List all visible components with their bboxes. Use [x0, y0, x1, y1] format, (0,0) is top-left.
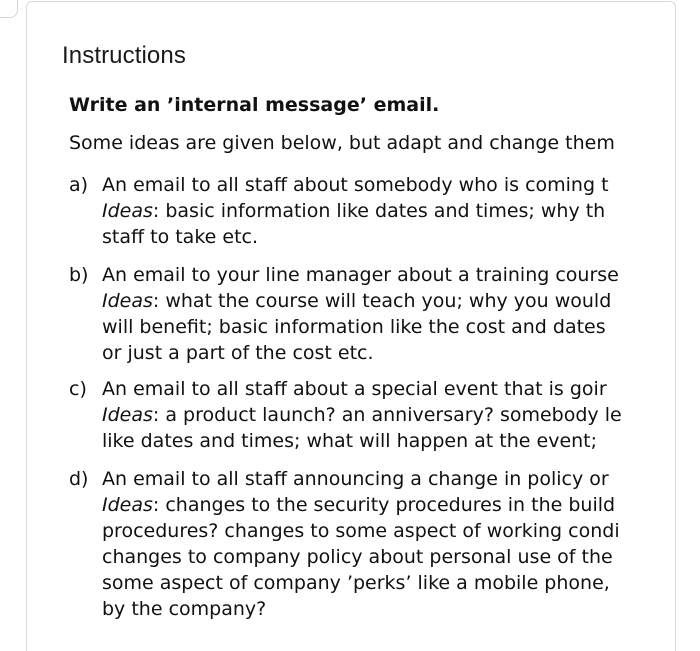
- item-text: by the company?: [102, 598, 267, 620]
- item-ideas-line: [102, 402, 622, 428]
- item-ideas-line: [102, 198, 609, 224]
- item-text: An email to all staff about a special event that is goir: [102, 378, 607, 400]
- ideas-label: Ideas: [102, 290, 153, 312]
- ideas-text: : what the course will teach you; why you would: [152, 290, 612, 312]
- document-heading: Write an ’internal message’ email.: [69, 94, 440, 116]
- item-text: An email to your line manager about a training course: [102, 264, 619, 286]
- item-text: An email to all staff about somebody who is coming t: [102, 174, 609, 196]
- item-text: like dates and times; what will happen at the event;: [102, 430, 598, 452]
- item-text: or just a part of the cost etc.: [102, 342, 374, 364]
- ideas-text: : changes to the security procedures in the build: [152, 494, 616, 516]
- document-intro: Some ideas are given below, but adapt and change them: [69, 132, 615, 154]
- item-ideas-line: [102, 288, 619, 314]
- ideas-label: Ideas: [102, 200, 153, 222]
- instructions-document-image: [69, 90, 643, 650]
- ideas-label: Ideas: [102, 404, 153, 426]
- item-text: staff to take etc.: [102, 226, 259, 248]
- ideas-text: : a product launch? an anniversary? somebody le: [152, 404, 622, 426]
- previous-card-edge: [0, 0, 18, 18]
- ideas-label: Ideas: [102, 494, 153, 516]
- item-letter: a): [69, 174, 89, 196]
- card-title: Instructions: [62, 42, 186, 69]
- item-text: An email to all staff announcing a change in policy or: [102, 468, 609, 490]
- instructions-card: [26, 1, 676, 651]
- item-text: changes to company policy about personal use of the: [102, 546, 613, 568]
- item-text: will benefit; basic information like the cost and dates: [102, 316, 606, 338]
- item-text: procedures? changes to some aspect of working condi: [102, 520, 620, 542]
- item-letter: b): [69, 264, 89, 286]
- item-letter: c): [69, 378, 87, 400]
- item-ideas-line: [102, 492, 620, 518]
- ideas-text: : basic information like dates and times; why th: [152, 200, 606, 222]
- item-letter: d): [69, 468, 89, 490]
- item-text: some aspect of company ’perks’ like a mobile phone,: [102, 572, 610, 594]
